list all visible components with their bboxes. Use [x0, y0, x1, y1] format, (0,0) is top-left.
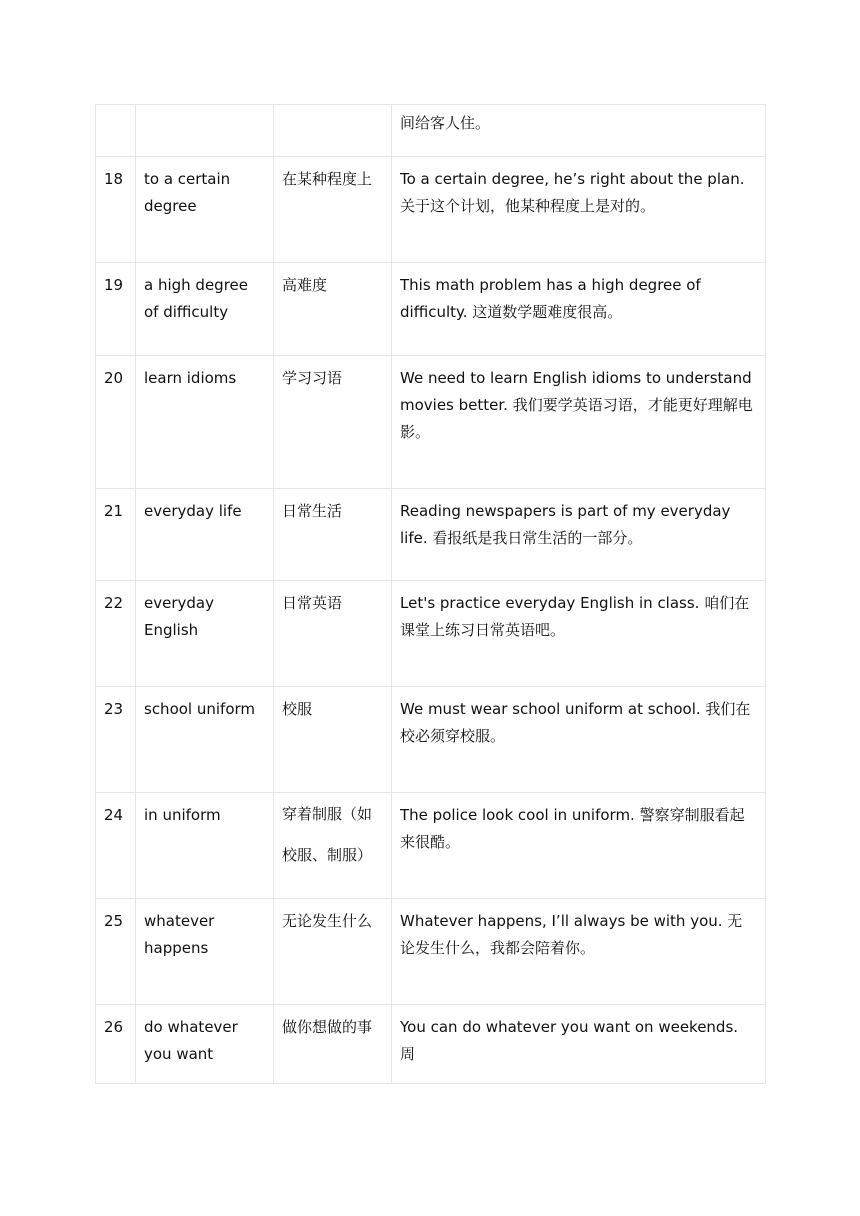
chinese-meaning: 校服	[274, 687, 392, 793]
table-row	[96, 356, 766, 489]
chinese-meaning: 穿着制服（如校服、制服）	[274, 793, 392, 899]
english-phrase: a high degree of difficulty	[136, 263, 274, 356]
example-sentence: We need to learn English idioms to understand movies better. 我们要学英语习语，才能更好理解电影。	[392, 356, 766, 489]
chinese-meaning: 学习习语	[274, 356, 392, 489]
table-row	[96, 263, 766, 356]
chinese-meaning: 高难度	[274, 263, 392, 356]
table-row	[96, 1005, 766, 1084]
table-row	[96, 687, 766, 793]
example-sentence: Let's practice everyday English in class. 咱们在课堂上练习日常英语吧。	[392, 581, 766, 687]
row-number: 19	[96, 263, 136, 356]
english-phrase: do whatever you want	[136, 1005, 274, 1084]
chinese-meaning	[274, 105, 392, 157]
example-sentence: 间给客人住。	[392, 105, 766, 157]
chinese-meaning: 在某种程度上	[274, 157, 392, 263]
example-sentence: You can do whatever you want on weekends. 周	[392, 1005, 766, 1084]
english-phrase: to a certain degree	[136, 157, 274, 263]
row-number	[96, 105, 136, 157]
table-row-continuation	[96, 105, 766, 157]
english-phrase: everyday English	[136, 581, 274, 687]
english-phrase: in uniform	[136, 793, 274, 899]
example-sentence: To a certain degree, he’s right about the plan. 关于这个计划，他某种程度上是对的。	[392, 157, 766, 263]
table-row	[96, 157, 766, 263]
example-sentence: Whatever happens, I’ll always be with you. 无论发生什么，我都会陪着你。	[392, 899, 766, 1005]
table-row	[96, 793, 766, 899]
vocabulary-table	[95, 104, 766, 1084]
row-number: 20	[96, 356, 136, 489]
english-phrase: school uniform	[136, 687, 274, 793]
english-phrase	[136, 105, 274, 157]
example-sentence: We must wear school uniform at school. 我们在校必须穿校服。	[392, 687, 766, 793]
chinese-meaning: 日常英语	[274, 581, 392, 687]
row-number: 18	[96, 157, 136, 263]
row-number: 23	[96, 687, 136, 793]
table-row	[96, 581, 766, 687]
row-number: 22	[96, 581, 136, 687]
chinese-meaning: 做你想做的事	[274, 1005, 392, 1084]
row-number: 21	[96, 489, 136, 581]
row-number: 26	[96, 1005, 136, 1084]
example-sentence: Reading newspapers is part of my everyday life. 看报纸是我日常生活的一部分。	[392, 489, 766, 581]
table-row	[96, 489, 766, 581]
row-number: 24	[96, 793, 136, 899]
english-phrase: everyday life	[136, 489, 274, 581]
row-number: 25	[96, 899, 136, 1005]
table-row	[96, 899, 766, 1005]
example-sentence: This math problem has a high degree of difficulty. 这道数学题难度很高。	[392, 263, 766, 356]
example-sentence: The police look cool in uniform. 警察穿制服看起来很酷。	[392, 793, 766, 899]
english-phrase: learn idioms	[136, 356, 274, 489]
chinese-meaning: 日常生活	[274, 489, 392, 581]
english-phrase: whatever happens	[136, 899, 274, 1005]
chinese-meaning: 无论发生什么	[274, 899, 392, 1005]
